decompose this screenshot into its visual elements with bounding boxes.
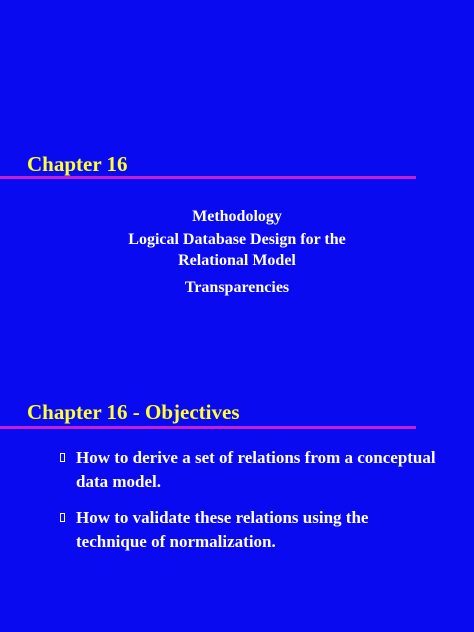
list-item-text: How to validate these relations using the technique of normalization.	[76, 508, 369, 551]
slide-title: Chapter 16 - Objectives	[27, 400, 240, 424]
list-item	[60, 446, 440, 494]
bullet-icon	[60, 513, 65, 522]
subtitle-line: Methodology	[192, 208, 282, 225]
list-item	[60, 506, 440, 554]
title-divider	[0, 176, 416, 179]
objectives-list	[60, 446, 440, 554]
subtitle-line: Transparencies	[184, 279, 290, 296]
bullet-icon	[60, 453, 65, 462]
subtitle-line: Logical Database Design for the	[128, 231, 346, 248]
subtitle-line: Relational Model	[178, 252, 296, 269]
title-divider	[0, 426, 416, 429]
slide-title: Chapter 16	[27, 152, 128, 176]
list-item-text: How to derive a set of relations from a conceptual data model.	[76, 448, 436, 491]
subtitle-block	[0, 206, 474, 298]
slide-objectives	[0, 316, 474, 632]
